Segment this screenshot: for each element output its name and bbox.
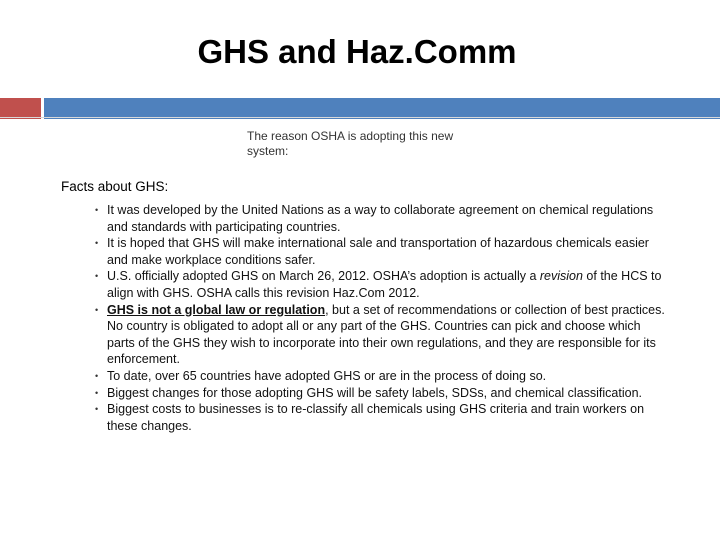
bullet-text: To date, over 65 countries have adopted GHS or are in the process of doing so.	[107, 368, 547, 383]
bullet-icon: •	[95, 304, 99, 315]
bullet-emphasis-bold: GHS is not a global law or regulation	[107, 302, 326, 317]
bullet-text: , but a set of recommendations or collection of best practices. No country is obligated to adopt all or any part of the GHS. Countries can pick and choose which parts of the GHS they wish to incorporate into their own regulations, and they are responsible for its enforcement.	[107, 302, 665, 367]
bullet-text: Biggest costs to businesses is to re-classify all chemicals using GHS criteria and train workers on these changes.	[107, 402, 645, 433]
bullet-icon: •	[95, 387, 99, 398]
slide-subtitle: The reason OSHA is adopting this new system:	[247, 129, 454, 158]
bullet-text: of the HCS to align with GHS. OSHA calls this revision Haz.Com 2012.	[107, 269, 662, 300]
bullet-icon: •	[95, 404, 99, 415]
list-item	[95, 368, 670, 385]
bullet-icon: •	[95, 205, 99, 215]
list-item	[95, 235, 670, 268]
bullet-icon: •	[95, 238, 99, 249]
list-item	[95, 302, 670, 368]
list-item	[95, 202, 670, 235]
slide-title: GHS and Haz.Comm	[197, 33, 517, 70]
accent-bar-red	[0, 98, 41, 119]
list-item	[95, 268, 670, 301]
bullet-icon: •	[95, 370, 99, 381]
lead-text: Facts about GHS:	[61, 179, 169, 194]
list-item	[95, 385, 670, 402]
list-item	[95, 401, 670, 434]
bullet-icon: •	[95, 271, 99, 282]
fact-list	[95, 202, 670, 434]
accent-bar-blue	[44, 98, 720, 119]
bullet-text: It was developed by the United Nations as a way to collaborate agreement on chemical regulations and standards with participating countries.	[107, 203, 654, 234]
divider-line	[0, 117, 720, 118]
bullet-text: Biggest changes for those adopting GHS will be safety labels, SDSs, and chemical classification.	[107, 385, 642, 400]
bullet-text: U.S. officially adopted GHS on March 26, 2012. OSHA’s adoption is actually a	[107, 269, 540, 284]
bullet-emphasis-italic: revision	[539, 269, 583, 284]
bullet-text: It is hoped that GHS will make international sale and transportation of hazardous chemicals easier and make workplace conditions safer.	[107, 236, 649, 267]
